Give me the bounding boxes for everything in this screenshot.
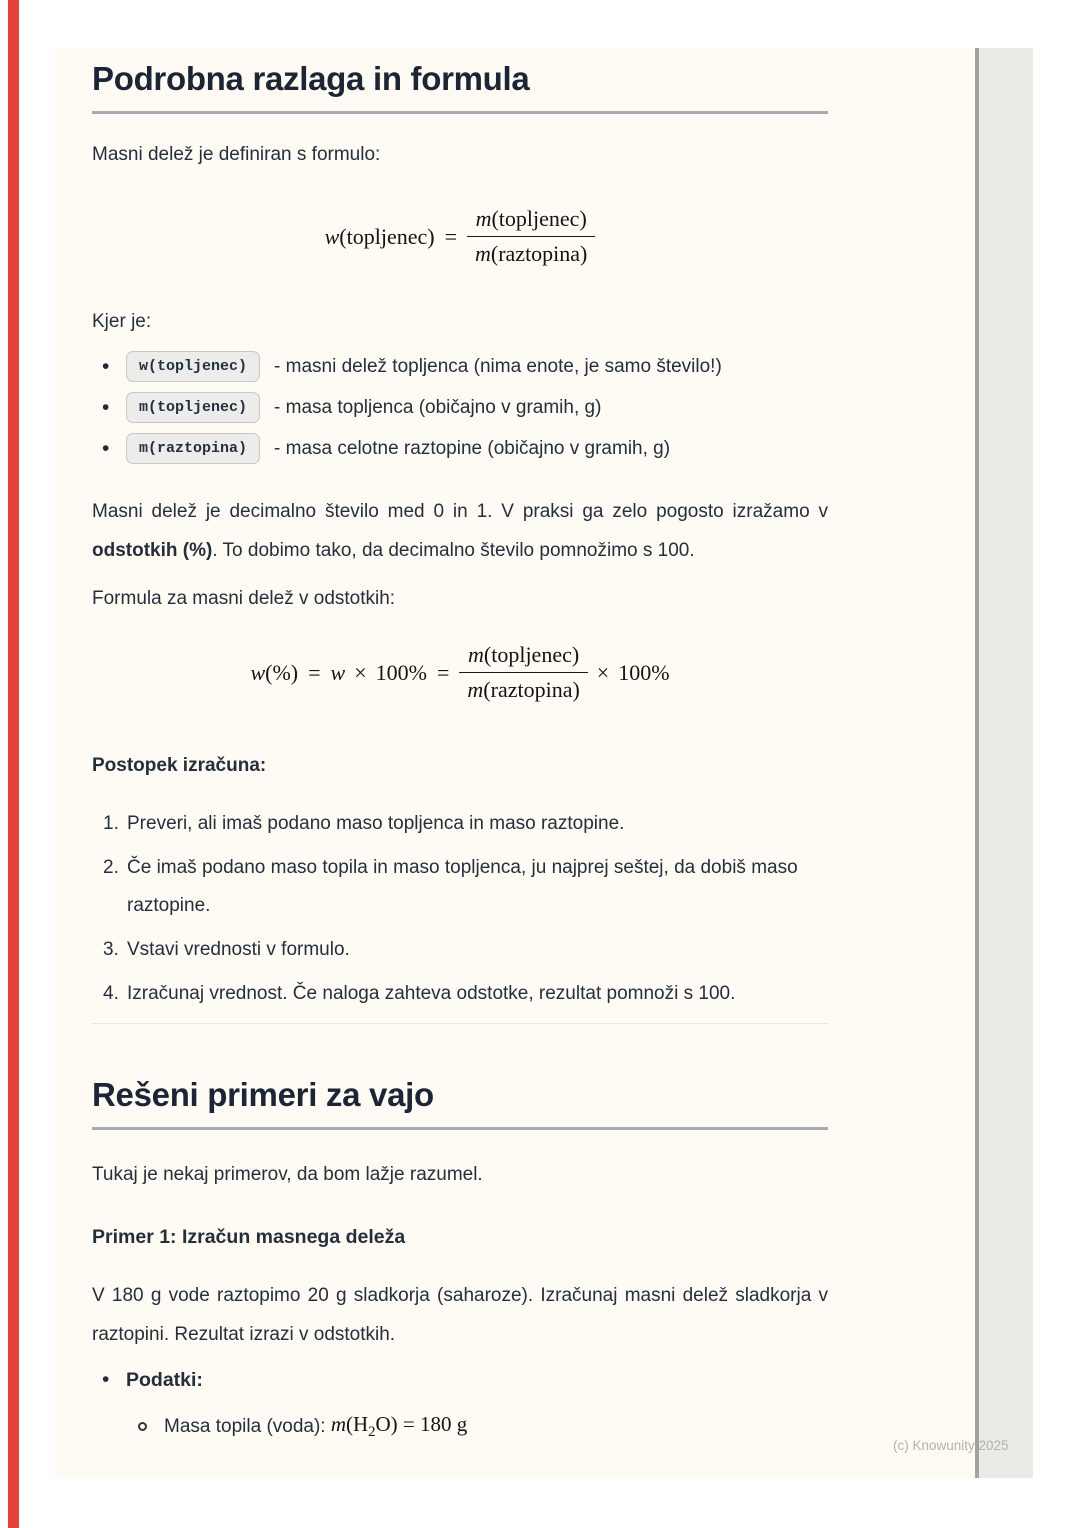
- examples-intro: Tukaj je nekaj primerov, da bom lažje razumel.: [92, 1164, 483, 1185]
- fraction-numerator: m(topljenec): [468, 642, 580, 667]
- section-title-podrobna-razlaga: Podrobna razlaga in formula: [92, 60, 530, 97]
- intro-paragraph: Masni delež je definiran s formulo:: [92, 144, 381, 165]
- equals-sign: =: [436, 659, 450, 685]
- steps-title: Postopek izračuna:: [92, 755, 267, 776]
- fraction-numerator: m(topljenec): [475, 206, 587, 231]
- formula-text: (%): [265, 659, 299, 685]
- formula-variable: w: [330, 659, 346, 685]
- bullet-icon: •: [102, 395, 110, 419]
- title-rule: [92, 1127, 828, 1130]
- example1-text: V 180 g vode raztopimo 20 g sladkorja (saharoze). Izračunaj masni delež sladkorja v raztopini. Rezultat izrazi v odstotkih.: [92, 1285, 828, 1345]
- step-number: 3.: [103, 939, 119, 960]
- step-number: 1.: [103, 813, 119, 834]
- scrollbar-track[interactable]: [975, 48, 1033, 1478]
- sub-item-label: Masa topila (voda):: [164, 1415, 326, 1437]
- list-item: [92, 931, 828, 969]
- circle-bullet-icon: [138, 1422, 147, 1431]
- formula-variable: w: [324, 223, 340, 249]
- step-text: Vstavi vrednosti v formulo.: [127, 939, 350, 960]
- sub-item-math: $m(H_2O) = 180$ g: [330, 1412, 468, 1441]
- formula-text: (topljenec): [339, 223, 435, 249]
- step-text: Izračunaj vrednost. Če naloga zahteva odstotke, rezultat pomnoži s 100.: [127, 983, 736, 1004]
- fraction: [459, 642, 587, 703]
- times-sign: ×: [354, 659, 367, 685]
- watermark: (c) Knowunity 2025: [893, 1438, 1009, 1453]
- code-chip: m(raztopina): [126, 433, 260, 464]
- formula-variable: w: [250, 659, 266, 685]
- data-sub-item: [92, 1412, 828, 1441]
- mass-fraction-formula: [92, 206, 828, 267]
- where-label: Kjer je:: [92, 311, 152, 332]
- document-card: [55, 48, 975, 1478]
- list-item: [92, 805, 828, 843]
- term-description: - masa topljenca (običajno v gramih, g): [274, 396, 602, 418]
- section-title-reseni-primeri: Rešeni primeri za vajo: [92, 1076, 434, 1113]
- fraction-denominator: m(raztopina): [459, 672, 587, 703]
- list-item: [92, 433, 828, 464]
- data-bullet: [92, 1368, 828, 1392]
- list-item: [92, 351, 828, 382]
- times-sign: ×: [596, 659, 610, 685]
- bullet-icon: •: [102, 1368, 110, 1391]
- formula-text: 100%: [375, 659, 427, 685]
- note-paragraph: Masni delež je decimalno število med 0 in 1. V praksi ga zelo pogosto izražamo v odstotkih (%). To dobimo tako, da decimalno število pomnožimo s 100.: [92, 501, 828, 561]
- fraction: [467, 206, 595, 267]
- title-rule: [92, 111, 828, 114]
- fraction-denominator: m(raztopina): [467, 236, 595, 267]
- term-description: - masa celotne raztopine (običajno v gramih, g): [274, 437, 671, 459]
- left-accent-bar: [8, 0, 19, 1528]
- list-item: [92, 975, 828, 1013]
- terms-list: [92, 351, 828, 464]
- list-item: [92, 849, 828, 925]
- equals-sign: =: [444, 223, 457, 249]
- formula2-label: Formula za masni delež v odstotkih:: [92, 588, 396, 609]
- list-item: [92, 392, 828, 423]
- section-divider: [92, 1023, 828, 1024]
- bullet-icon: •: [102, 354, 110, 378]
- code-chip: m(topljenec): [126, 392, 260, 423]
- step-text: Če imaš podano maso topila in maso topljenca, ju najprej seštej, da dobiš maso raztopine.: [127, 857, 798, 916]
- equals-sign: =: [308, 659, 321, 685]
- document-content: [92, 48, 828, 1441]
- bullet-icon: •: [102, 436, 110, 460]
- percent-formula: [92, 642, 828, 703]
- code-chip: w(topljenec): [126, 351, 260, 382]
- formula-text: 100%: [618, 659, 670, 685]
- step-text: Preveri, ali imaš podano maso topljenca in maso raztopine.: [127, 813, 625, 834]
- example1-title: Primer 1: Izračun masnega deleža: [92, 1226, 406, 1248]
- data-label: Podatki:: [126, 1368, 203, 1391]
- note-bold: odstotkih (%): [92, 540, 213, 561]
- steps-list: [92, 805, 828, 1013]
- step-number: 2.: [103, 857, 119, 878]
- step-number: 4.: [103, 983, 119, 1004]
- term-description: - masni delež topljenca (nima enote, je samo število!): [274, 355, 722, 377]
